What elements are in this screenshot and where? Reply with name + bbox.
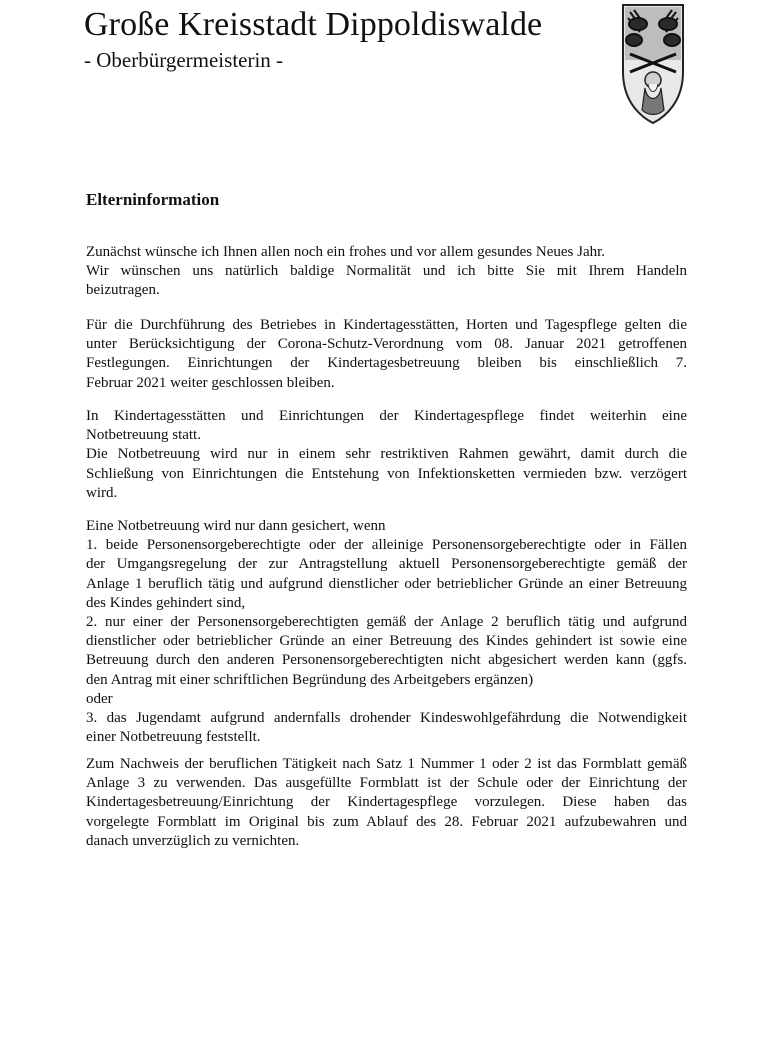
text-line: wird.	[86, 484, 118, 501]
text-line: Für die Durchführung des Betriebes in Kindertagesstätten, Horten und Tagespflege gelten die	[86, 317, 687, 333]
text-line: danach unverzüglich zu vernichten.	[86, 832, 300, 849]
text-line: Eine Notbetreuung wird nur dann gesichert, wenn	[86, 518, 386, 534]
text-line: Festlegungen. Einrichtungen der Kindertagesbetreuung bleiben bis einschließlich 7.	[86, 355, 687, 372]
text-line: In Kindertagesstätten und Einrichtungen der Kindertagespflege findet weiterhin eine	[86, 408, 687, 424]
text-line: 1. beide Personensorgeberechtigte oder der alleinige Personensorgeberechtigte oder in Fällen	[86, 537, 687, 554]
text-line: Kindertagesbetreuung/Einrichtung der Kindertagespflege vorzulegen. Diese haben das	[86, 794, 687, 811]
paragraph-greeting	[86, 243, 687, 301]
coat-of-arms-icon	[620, 2, 686, 126]
text-line: einer Notbetreuung feststellt.	[86, 729, 261, 746]
page-subtitle: - Oberbürgermeisterin -	[84, 48, 284, 72]
paragraph-emergency-care	[86, 407, 687, 503]
text-line: 3. das Jugendamt aufgrund andernfalls drohender Kindeswohlgefährdung die Notwendigkeit	[86, 710, 687, 727]
text-line: Anlage 1 beruflich tätig und aufgrund dienstlicher oder betrieblicher Gründe an einer Betreuung	[86, 575, 687, 592]
page-title: Große Kreisstadt Dippoldiswalde	[84, 6, 543, 43]
text-line: vorgelegte Formblatt im Original bis zum Ablauf des 28. Februar 2021 aufzubewahren und	[86, 813, 687, 830]
text-line: den Antrag mit einer schriftlichen Begründung des Arbeitgebers ergänzen)	[86, 671, 534, 688]
paragraph-conditions	[86, 517, 687, 747]
text-line: Wir wünschen uns natürlich baldige Normalität und ich bitte Sie mit Ihrem Handeln	[86, 263, 687, 280]
paragraph-proof	[86, 755, 687, 851]
text-line: des Kindes gehindert sind,	[86, 594, 246, 611]
paragraph-regulations	[86, 316, 687, 393]
text-line: Schließung von Einrichtungen die Entstehung von Infektionsketten vermieden bzw. verzögert	[86, 465, 687, 482]
text-line: Februar 2021 weiter geschlossen bleiben.	[86, 374, 335, 391]
text-line: Betreuung durch den anderen Personensorgeberechtigten nicht abgesichert werden kann (ggfs.	[86, 652, 687, 669]
text-line: Anlage 3 zu verwenden. Das ausgefüllte Formblatt ist der Schule oder der Einrichtung der	[86, 775, 687, 792]
text-line: Notbetreuung statt.	[86, 427, 201, 444]
text-line: dienstlicher oder betrieblicher Gründe an einer Betreuung des Kindes gehindert ist sowie eine	[86, 633, 687, 650]
text-line: Zunächst wünsche ich Ihnen allen noch ein frohes und vor allem gesundes Neues Jahr.	[86, 244, 606, 260]
section-heading: Elterninformation	[86, 190, 220, 209]
text-line: der Umgangsregelung der zur Antragstellung aktuell Personensorgeberechtigte gemäß der	[86, 556, 687, 573]
text-line: Die Notbetreuung wird nur in einem sehr restriktiven Rahmen gewährt, damit durch die	[86, 446, 687, 463]
text-line: 2. nur einer der Personensorgeberechtigten gemäß der Anlage 2 beruflich tätig und aufgrund	[86, 614, 687, 631]
text-line: oder	[86, 690, 113, 707]
text-line: beizutragen.	[86, 282, 160, 299]
text-line: unter Berücksichtigung der Corona-Schutz-Verordnung vom 08. Januar 2021 getroffenen	[86, 336, 687, 353]
text-line: Zum Nachweis der beruflichen Tätigkeit nach Satz 1 Nummer 1 oder 2 ist das Formblatt gemäß	[86, 756, 687, 772]
